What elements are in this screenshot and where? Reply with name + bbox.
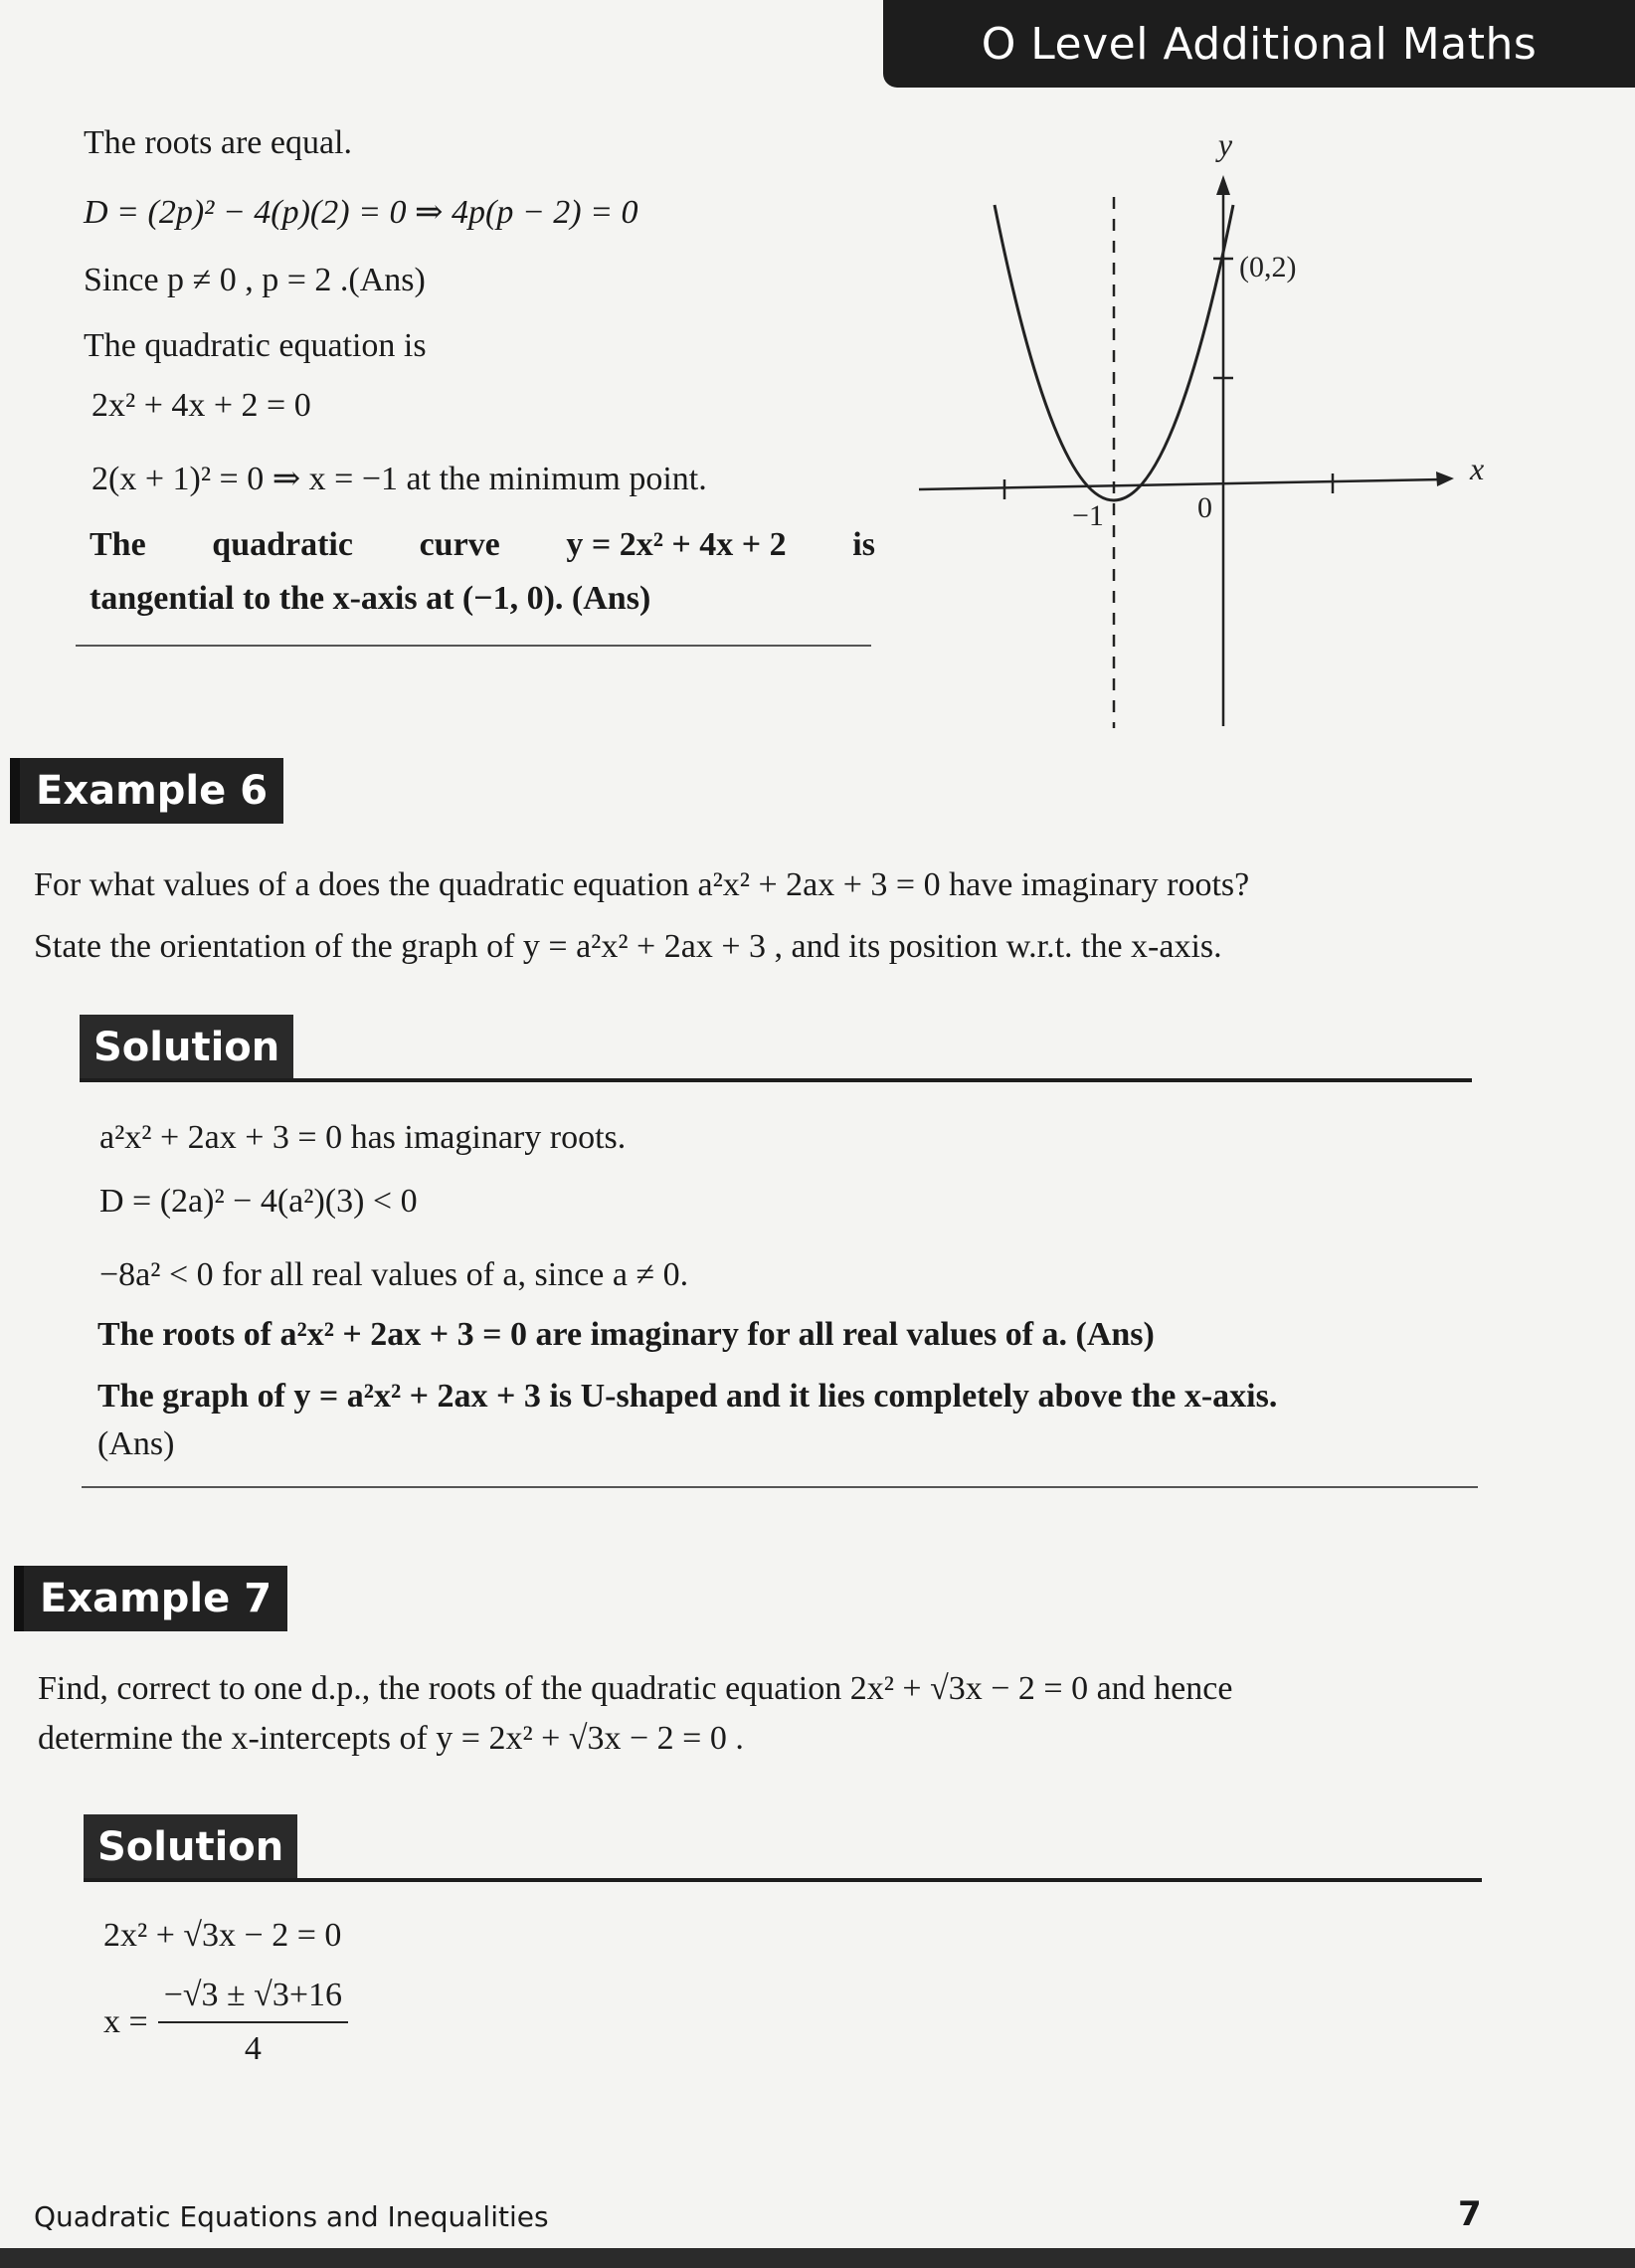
- point-label: (0,2): [1239, 251, 1297, 284]
- top-line-1: The roots are equal.: [84, 124, 352, 161]
- top-line-5: 2x² + 4x + 2 = 0: [91, 387, 311, 424]
- top-line-6: 2(x + 1)² = 0 ⇒ x = −1 at the minimum point.: [91, 461, 707, 497]
- example-6-label: [10, 758, 283, 824]
- origin-label: 0: [1197, 491, 1212, 524]
- solution-text: Solution: [97, 1824, 284, 1870]
- example-6-step-3: −8a² < 0 for all real values of a, since a ≠ 0.: [99, 1256, 689, 1293]
- example-7-step-1: 2x² + √3x − 2 = 0: [103, 1917, 342, 1954]
- solution-rule: [80, 1078, 1472, 1082]
- top-line-8: tangential to the x-axis at (−1, 0). (Ans): [90, 580, 651, 617]
- example-6-step-2: D = (2a)² − 4(a²)(3) < 0: [99, 1183, 418, 1220]
- page-number: 7: [1458, 2194, 1482, 2234]
- y-axis-arrow: [1216, 175, 1230, 195]
- formula-denominator: 4: [244, 2030, 262, 2067]
- top-line-7e: is: [852, 526, 875, 563]
- x-axis-label: x: [1470, 451, 1485, 486]
- header-title: O Level Additional Maths: [981, 18, 1538, 70]
- example-6-step-5: The graph of y = a²x² + 2ax + 3 is U-shaped and it lies completely above the x-axis.: [97, 1378, 1278, 1415]
- top-line-7b: quadratic: [212, 526, 353, 563]
- bottom-edge: [0, 2248, 1635, 2268]
- example-6-step-4: The roots of a²x² + 2ax + 3 = 0 are imaginary for all real values of a. (Ans): [97, 1316, 1155, 1353]
- top-line-7: [90, 523, 875, 567]
- divider: [76, 645, 871, 647]
- example-6-solution-label: [80, 1015, 293, 1080]
- top-line-4: The quadratic equation is: [84, 327, 427, 364]
- top-line-3: Since p ≠ 0 , p = 2 .(Ans): [84, 262, 426, 298]
- formula-numerator: −√3 ± √3+16: [158, 1974, 348, 2023]
- x-axis-arrow: [1436, 472, 1454, 486]
- example-6-step-1: a²x² + 2ax + 3 = 0 has imaginary roots.: [99, 1119, 627, 1156]
- top-line-2: D = (2p)² − 4(p)(2) = 0 ⇒ 4p(p − 2) = 0: [84, 194, 638, 231]
- top-line-7c: curve: [419, 526, 500, 563]
- example-7-solution-label: [84, 1814, 297, 1880]
- x-axis: [919, 479, 1442, 489]
- quadratic-formula: [103, 1974, 348, 2071]
- divider: [82, 1486, 1478, 1488]
- top-line-7a: The: [90, 526, 146, 563]
- top-line-7d: y = 2x² + 4x + 2: [566, 526, 787, 563]
- footer-chapter: Quadratic Equations and Inequalities: [34, 2200, 549, 2233]
- page-header: [883, 0, 1635, 88]
- example-6-question-2: State the orientation of the graph of y = a²x² + 2ax + 3 , and its position w.r.t. the x-axis.: [34, 928, 1222, 965]
- formula-lhs: x =: [103, 2003, 148, 2040]
- formula-fraction: [158, 1974, 348, 2071]
- minus-one-label: −1: [1072, 499, 1104, 532]
- example-6-text: Example 6: [36, 768, 269, 814]
- y-axis-label: y: [1217, 126, 1233, 162]
- example-7-label: [14, 1566, 287, 1631]
- example-6-question-1: For what values of a does the quadratic equation a²x² + 2ax + 3 = 0 have imaginary roots?: [34, 866, 1250, 903]
- example-7-question-1: Find, correct to one d.p., the roots of the quadratic equation 2x² + √3x − 2 = 0 and hence: [38, 1670, 1233, 1707]
- solution-text: Solution: [93, 1025, 280, 1070]
- solution-rule: [84, 1878, 1482, 1882]
- parabola-graph: [915, 119, 1492, 736]
- example-7-question-2: determine the x-intercepts of y = 2x² + √3x − 2 = 0 .: [38, 1720, 744, 1757]
- example-7-text: Example 7: [40, 1576, 272, 1621]
- example-6-step-6: (Ans): [97, 1425, 175, 1462]
